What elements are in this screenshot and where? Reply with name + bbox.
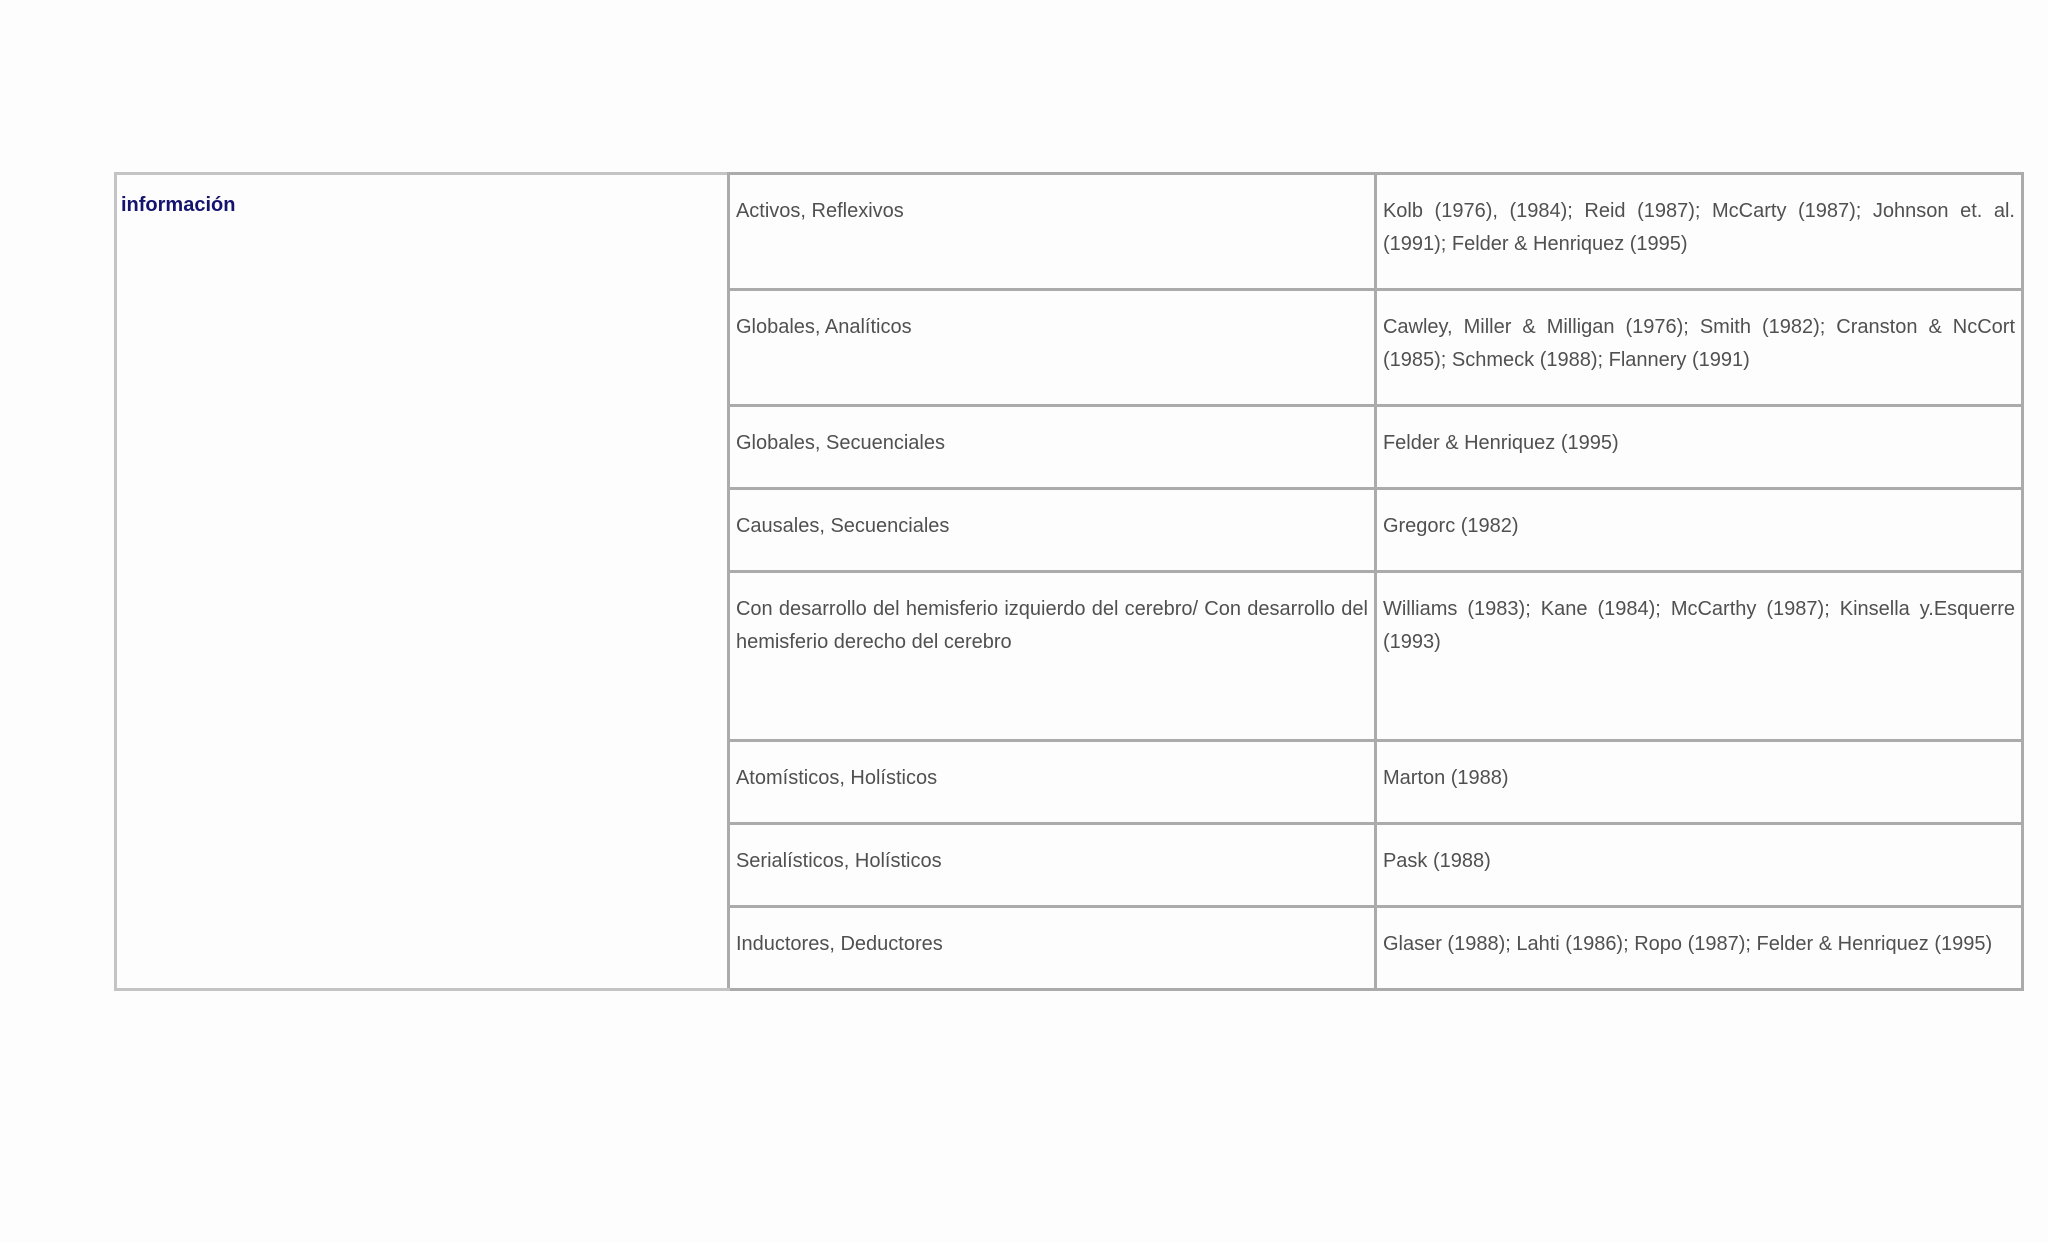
authors-cell: Williams (1983); Kane (1984); McCarthy (1987); Kinsella y.Esquerre (1993) xyxy=(1375,572,2022,741)
authors-cell: Glaser (1988); Lahti (1986); Ropo (1987); Felder & Henriquez (1995) xyxy=(1375,907,2022,990)
authors-cell: Kolb (1976), (1984); Reid (1987); McCarty (1987); Johnson et. al. (1991); Felder & Henriquez (1995) xyxy=(1375,174,2022,290)
authors-cell: Gregorc (1982) xyxy=(1375,489,2022,572)
authors-cell: Pask (1988) xyxy=(1375,824,2022,907)
style-cell: Con desarrollo del hemisferio izquierdo del cerebro/ Con desarrollo del hemisferio derecho del cerebro xyxy=(728,572,1375,741)
learning-styles-table xyxy=(114,172,2024,991)
table-row xyxy=(116,174,2023,290)
authors-cell: Felder & Henriquez (1995) xyxy=(1375,406,2022,489)
style-cell: Globales, Analíticos xyxy=(728,290,1375,406)
style-cell: Activos, Reflexivos xyxy=(728,174,1375,290)
style-cell: Globales, Secuenciales xyxy=(728,406,1375,489)
authors-cell: Marton (1988) xyxy=(1375,741,2022,824)
style-cell: Causales, Secuenciales xyxy=(728,489,1375,572)
category-cell xyxy=(116,174,729,990)
style-cell: Atomísticos, Holísticos xyxy=(728,741,1375,824)
style-cell: Inductores, Deductores xyxy=(728,907,1375,990)
category-label: información xyxy=(121,194,236,216)
style-cell: Serialísticos, Holísticos xyxy=(728,824,1375,907)
authors-cell: Cawley, Miller & Milligan (1976); Smith (1982); Cranston & NcCort (1985); Schmeck (1988); Flannery (1991) xyxy=(1375,290,2022,406)
